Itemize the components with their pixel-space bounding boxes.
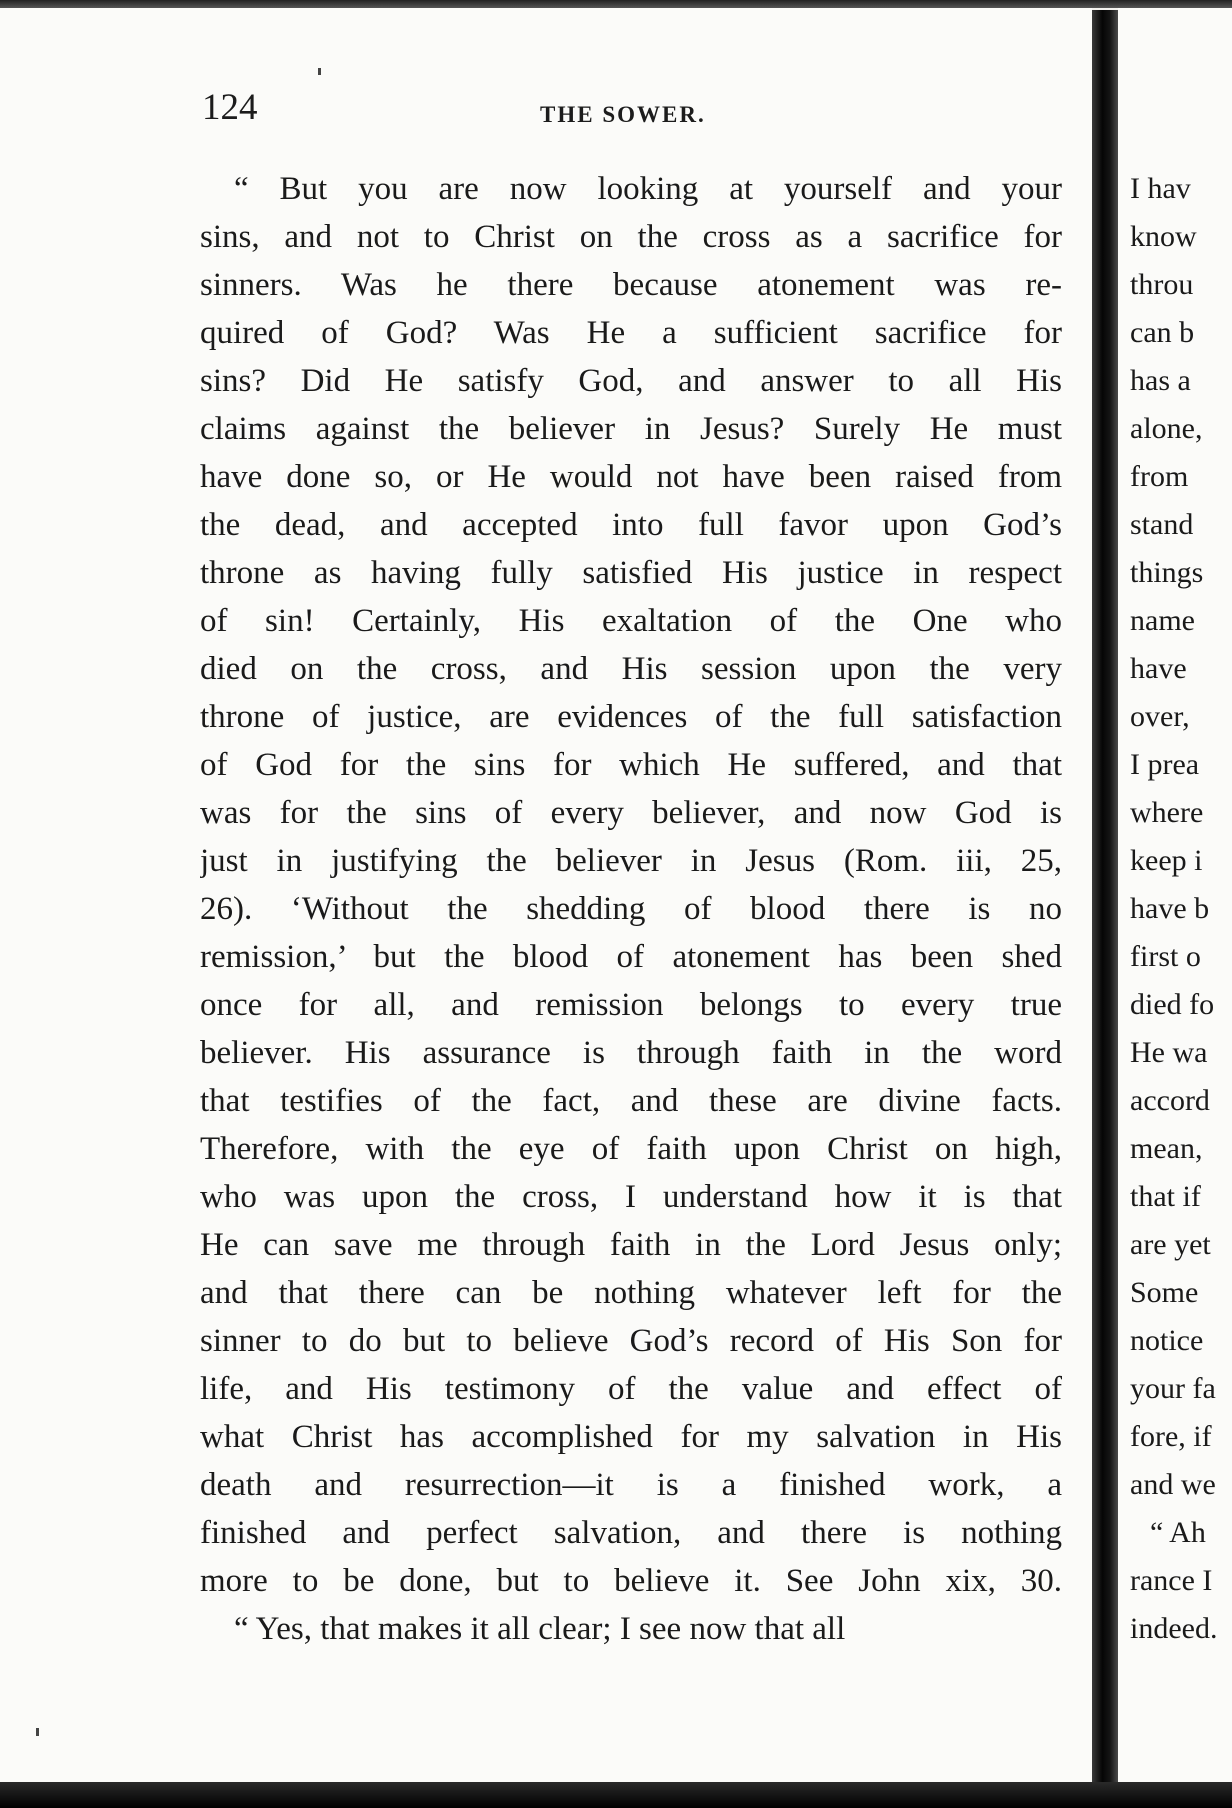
facing-text-line: are yet: [1130, 1228, 1211, 1261]
text-line: finished and perfect salvation, and there is nothing: [200, 1515, 1062, 1551]
facing-text-line: throu: [1130, 268, 1194, 301]
facing-text-line: “ Ah: [1150, 1516, 1206, 1549]
facing-text-line: over,: [1130, 700, 1190, 733]
page-number: 124: [202, 87, 258, 128]
facing-text-line: died fo: [1130, 988, 1215, 1021]
facing-text-line: fore, if: [1130, 1420, 1212, 1453]
text-line: was for the sins of every believer, and now God is: [200, 795, 1062, 831]
facing-text-line: name: [1130, 604, 1195, 637]
scan-top-edge: [0, 0, 1232, 8]
text-line: life, and His testimony of the value and effect of: [200, 1371, 1062, 1407]
text-line: have done so, or He would not have been raised from: [200, 459, 1062, 495]
facing-text-line: first o: [1130, 940, 1201, 973]
text-line: “ Yes, that makes it all clear; I see now that all: [234, 1611, 846, 1647]
text-line: throne as having fully satisfied His justice in respect: [200, 555, 1062, 591]
text-line: 26). ‘Without the shedding of blood there is no: [200, 891, 1062, 927]
text-line: sins, and not to Christ on the cross as a sacrifice for: [200, 219, 1062, 255]
facing-text-line: where: [1130, 796, 1204, 829]
facing-text-line: your fa: [1130, 1372, 1216, 1405]
text-line: once for all, and remission belongs to every true: [200, 987, 1062, 1023]
facing-text-line: accord: [1130, 1084, 1210, 1117]
text-line: that testifies of the fact, and these are divine facts.: [200, 1083, 1062, 1119]
text-line: believer. His assurance is through faith in the word: [200, 1035, 1062, 1071]
facing-text-line: have: [1130, 652, 1187, 685]
text-line: and that there can be nothing whatever left for the: [200, 1275, 1062, 1311]
facing-text-line: know: [1130, 220, 1197, 253]
facing-text-line: keep i: [1130, 844, 1203, 877]
text-line: sinners. Was he there because atonement was re-: [200, 267, 1062, 303]
facing-text-line: mean,: [1130, 1132, 1203, 1165]
text-line: claims against the believer in Jesus? Surely He must: [200, 411, 1062, 447]
facing-text-line: from: [1130, 460, 1189, 493]
facing-text-line: stand: [1130, 508, 1194, 541]
facing-text-line: have b: [1130, 892, 1210, 925]
text-line: quired of God? Was He a sufficient sacrifice for: [200, 315, 1062, 351]
text-line: He can save me through faith in the Lord Jesus only;: [200, 1227, 1062, 1263]
ink-speck: [318, 68, 321, 75]
text-line: “ But you are now looking at yourself and your: [234, 171, 1062, 207]
ink-speck: [36, 1728, 39, 1736]
text-line: death and resurrection—it is a finished work, a: [200, 1467, 1062, 1503]
facing-text-line: has a: [1130, 364, 1191, 397]
text-line: sins? Did He satisfy God, and answer to all His: [200, 363, 1062, 399]
facing-text-line: Some: [1130, 1276, 1199, 1309]
facing-page-text: [1130, 165, 1232, 1653]
text-line: of God for the sins for which He suffered, and that: [200, 747, 1062, 783]
running-head: THE SOWER.: [540, 102, 706, 127]
facing-text-line: and we: [1130, 1468, 1216, 1501]
scan-bottom-edge: [0, 1782, 1232, 1808]
text-line: who was upon the cross, I understand how it is that: [200, 1179, 1062, 1215]
facing-text-line: that if: [1130, 1180, 1201, 1213]
facing-text-line: indeed.: [1130, 1612, 1218, 1645]
facing-text-line: He wa: [1130, 1036, 1208, 1069]
text-line: throne of justice, are evidences of the full satisfaction: [200, 699, 1062, 735]
text-line: more to be done, but to believe it. See John xix, 30.: [200, 1563, 1062, 1599]
facing-text-line: alone,: [1130, 412, 1203, 445]
facing-text-line: I hav: [1130, 172, 1191, 205]
text-line: sinner to do but to believe God’s record of His Son for: [200, 1323, 1062, 1359]
text-line: what Christ has accomplished for my salvation in His: [200, 1419, 1062, 1455]
facing-text-line: can b: [1130, 316, 1195, 349]
text-line: just in justifying the believer in Jesus (Rom. iii, 25,: [200, 843, 1062, 879]
body-text: [200, 165, 1062, 1653]
facing-text-line: things: [1130, 556, 1204, 589]
facing-text-line: I prea: [1130, 748, 1200, 781]
text-line: Therefore, with the eye of faith upon Christ on high,: [200, 1131, 1062, 1167]
text-line: the dead, and accepted into full favor upon God’s: [200, 507, 1062, 543]
text-line: remission,’ but the blood of atonement has been shed: [200, 939, 1062, 975]
facing-text-line: notice: [1130, 1324, 1204, 1357]
book-gutter: [1092, 10, 1118, 1795]
text-line: died on the cross, and His session upon the very: [200, 651, 1062, 687]
text-line: of sin! Certainly, His exaltation of the One who: [200, 603, 1062, 639]
facing-text-line: rance I: [1130, 1564, 1213, 1597]
